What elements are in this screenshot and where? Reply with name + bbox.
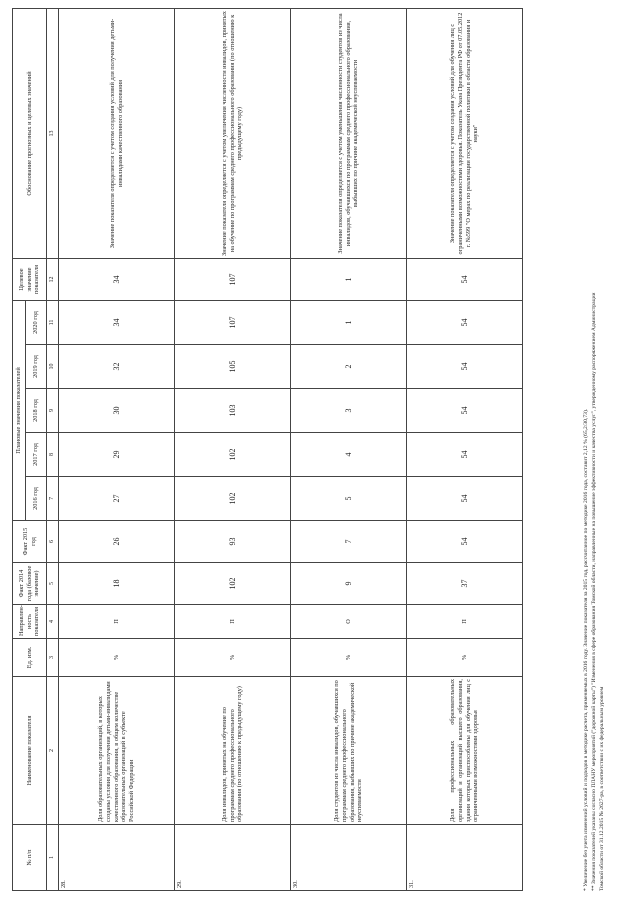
unit-cell: % (175, 639, 291, 677)
unit-cell: % (59, 639, 175, 677)
plan2020-cell: 107 (175, 301, 291, 345)
header-fact2015: Факт 2015 год (13, 521, 47, 563)
column-number: 6 (47, 521, 59, 563)
row-number: 28. (59, 825, 175, 891)
column-number: 1 (47, 825, 59, 891)
fact2015-cell: 54 (407, 521, 523, 563)
rationale-cell: Значение показателя определяется с учетом увеличения численности инвалидов, принятых на обучение по программам среднего профессионального образования (по отношению к предыдущему году) (175, 9, 291, 259)
indicator-name: Доля образовательных организаций, в которых созданы условия для получения детьми-инвалидами качественного образования, в общем количестве образовательных организаций в субъекте Российской Федерации (59, 677, 175, 825)
plan2018-cell: 3 (291, 389, 407, 433)
column-number: 5 (47, 563, 59, 605)
plan2020-cell: 34 (59, 301, 175, 345)
header-target: Целевое значение показателя (13, 259, 47, 301)
header-2018: 2018 год (26, 389, 47, 433)
plan2017-cell: 29 (59, 433, 175, 477)
column-number: 13 (47, 9, 59, 259)
table-row (175, 9, 291, 891)
fact2014-cell: 18 (59, 563, 175, 605)
plan2016-cell: 5 (291, 477, 407, 521)
column-number: 4 (47, 605, 59, 639)
column-number-row (47, 9, 59, 891)
header-num: № п/п (13, 825, 47, 891)
fact2015-cell: 7 (291, 521, 407, 563)
header-2016: 2016 год (26, 477, 47, 521)
footnote: * Увеличение без учета изменений условий и подходов в методике расчета, применяемых в 2016 году. Значение показателя за 2015 год, рассчитанное по методике 2016 года, составит 2,12 % (65,2/30,73). (583, 408, 589, 891)
plan2017-cell: 54 (407, 433, 523, 477)
direction-cell: П (407, 605, 523, 639)
column-number: 8 (47, 433, 59, 477)
rationale-cell: Значение показателя определяется с учетом создания условий для получения детьми-инвалидами качественного образования (59, 9, 175, 259)
plan2019-cell: 105 (175, 345, 291, 389)
direction-cell: О (291, 605, 407, 639)
footnote: ** Значения показателей указаны согласно ПЛАНУ мероприятий ("дорожной карты") "Изменения в сфере образования Томской области, направленные на повышение эффективности и качества услуг", утвержденному распоряжением Администрации (591, 292, 598, 891)
fact2015-cell: 26 (59, 521, 175, 563)
header-rationale: Обоснование прогнозных и целевых значений (13, 9, 47, 259)
plan2019-cell: 2 (291, 345, 407, 389)
fact2014-cell: 102 (175, 563, 291, 605)
indicator-name: Доля студентов из числа инвалидов, обучавшихся по программам среднего профессионального образования, выбывших по причине академической неуспеваемости (291, 677, 407, 825)
column-number: 7 (47, 477, 59, 521)
direction-cell: П (59, 605, 175, 639)
plan2017-cell: 102 (175, 433, 291, 477)
fact2014-cell: 9 (291, 563, 407, 605)
plan2018-cell: 30 (59, 389, 175, 433)
header-planned-group: Плановые значения показателей (13, 301, 26, 521)
plan2016-cell: 102 (175, 477, 291, 521)
plan2020-cell: 1 (291, 301, 407, 345)
indicator-name: Доля инвалидов, принятых на обучение по программам среднего профессионального образования (по отношению к предыдущему году) (175, 677, 291, 825)
row-number: 31. (407, 825, 523, 891)
indicator-name: Доля профессиональных образовательных организаций и организаций высшего образования, здания которых приспособлены для обучения лиц с ограниченными возможностями здоровья (407, 677, 523, 825)
target-cell: 34 (59, 259, 175, 301)
plan2017-cell: 4 (291, 433, 407, 477)
row-number: 30. (291, 825, 407, 891)
table-row (407, 9, 523, 891)
plan2018-cell: 54 (407, 389, 523, 433)
header-direction: Направлен-ность показателя (13, 605, 47, 639)
column-number: 10 (47, 345, 59, 389)
rationale-cell: Значение показателя определяется с учетом уменьшения численности студентов из числа инвалидов, обучавшихся по программам среднего профессионального образования, выбывших по причине академической неуспеваемости (291, 9, 407, 259)
plan2016-cell: 27 (59, 477, 175, 521)
target-cell: 1 (291, 259, 407, 301)
table-row (291, 9, 407, 891)
unit-cell: % (407, 639, 523, 677)
table-row (59, 9, 175, 891)
column-number: 12 (47, 259, 59, 301)
fact2015-cell: 93 (175, 521, 291, 563)
header-2020: 2020 год (26, 301, 47, 345)
plan2020-cell: 54 (407, 301, 523, 345)
plan2016-cell: 54 (407, 477, 523, 521)
target-cell: 54 (407, 259, 523, 301)
column-number: 11 (47, 301, 59, 345)
footnotes (582, 11, 606, 891)
header-fact2014: Факт 2014 года (базовое значение) (13, 563, 47, 605)
header-2017: 2017 год (26, 433, 47, 477)
header-name: Наименование показателя (13, 677, 47, 825)
plan2018-cell: 103 (175, 389, 291, 433)
fact2014-cell: 37 (407, 563, 523, 605)
row-number: 29. (175, 825, 291, 891)
footnote: Томской области от 31.12.2015 № 2627-ра, в соответствии с их федеральным уровнем (599, 686, 606, 891)
rationale-cell: Значение показателя определяется с учетом создания условий для обучения лиц с ограниченными возможностями здоровья. Показатель Указа Президента РФ от 07.05.2012 г. №599 "О мерах по реализации государственной политики в области образования и науки" (407, 9, 523, 259)
column-number: 9 (47, 389, 59, 433)
indicators-table (12, 8, 523, 891)
plan2019-cell: 54 (407, 345, 523, 389)
header-2019: 2019 год (26, 345, 47, 389)
unit-cell: % (291, 639, 407, 677)
column-number: 2 (47, 677, 59, 825)
plan2019-cell: 32 (59, 345, 175, 389)
header-unit: Ед. изм. (13, 639, 47, 677)
column-number: 3 (47, 639, 59, 677)
direction-cell: П (175, 605, 291, 639)
target-cell: 107 (175, 259, 291, 301)
